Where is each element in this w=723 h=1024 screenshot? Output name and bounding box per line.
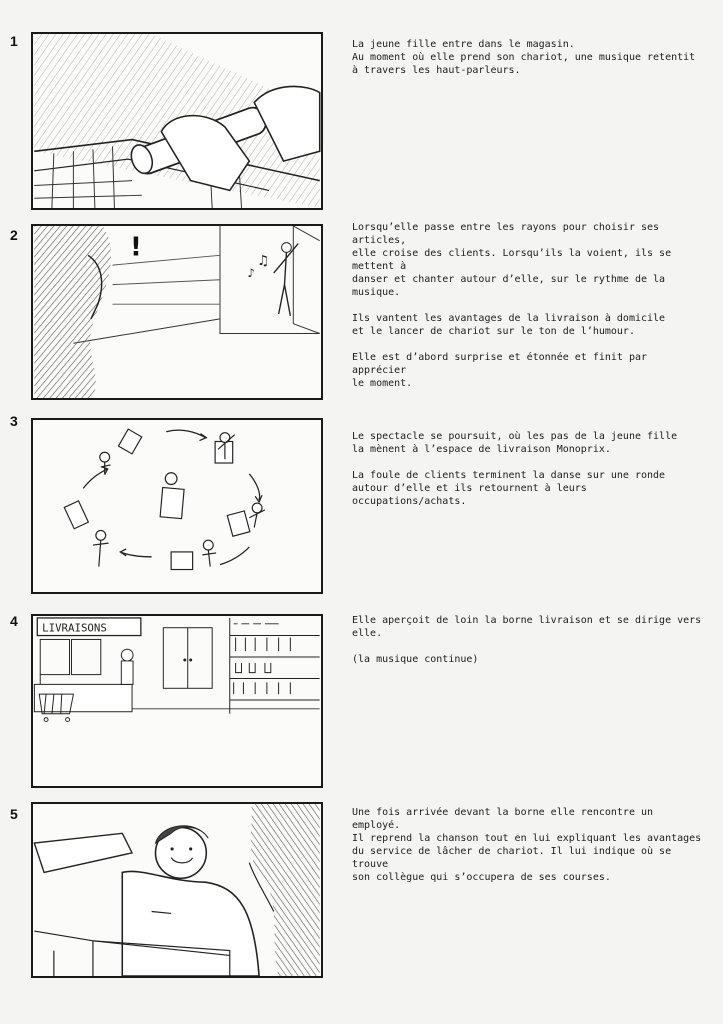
description-line: Le spectacle se poursuit, où les pas de la jeune fille (352, 431, 678, 442)
description-line: son collègue qui s’occupera de ses courses. (352, 872, 611, 883)
panel-description (352, 806, 704, 897)
description-line: La jeune fille entre dans le magasin. (352, 39, 575, 50)
description-line: Elle aperçoit de loin la borne livraison et se dirige vers elle. (352, 615, 702, 639)
svg-text:!: ! (130, 231, 142, 262)
svg-text:♫: ♫ (257, 253, 270, 270)
description-line: Au moment où elle prend son chariot, une musique retentit (352, 52, 696, 63)
livraisons-sign: LIVRAISONS (42, 621, 107, 635)
hands-grabbing-cart-handle-drawing (33, 34, 321, 208)
description-line: et le lancer de chariot sur le ton de l’humour. (352, 326, 635, 337)
description-line: (la musique continue) (352, 654, 479, 665)
panel-number: 4 (10, 613, 18, 629)
employee-pointing-drawing (33, 804, 321, 976)
dancers-circle-around-girl-drawing (33, 420, 321, 592)
description-line: du service de lâcher de chariot. Il lui indique où se trouve (352, 846, 672, 870)
panel-description (352, 38, 704, 90)
description-line: Une fois arrivée devant la borne elle rencontre un employé. (352, 807, 654, 831)
panel-illustration (31, 418, 323, 594)
panel-number: 2 (10, 227, 18, 243)
svg-text:♪: ♪ (247, 265, 255, 280)
panel-description (352, 430, 704, 521)
description-line: la mènent à l’espace de livraison Monoprix. (352, 444, 611, 455)
description-line: Lorsqu’elle passe entre les rayons pour choisir ses articles, (352, 222, 660, 246)
description-line: La foule de clients terminent la danse sur une ronde (352, 470, 666, 481)
panel-number: 3 (10, 413, 18, 429)
description-line: danser et chanter autour d’elle, sur le rythme de la musique. (352, 274, 666, 298)
panel-illustration (31, 224, 323, 400)
description-line: Ils vantent les avantages de la livraison à domicile (352, 313, 666, 324)
panel-number: 5 (10, 806, 18, 822)
panel-number: 1 (10, 33, 18, 49)
description-line: elle croise des clients. Lorsqu’ils la voient, ils se mettent à (352, 248, 672, 272)
panel-description (352, 221, 704, 403)
panel-illustration (31, 802, 323, 978)
description-line: autour d’elle et ils retournent à leurs occupations/achats. (352, 483, 587, 507)
girl-sees-dancing-shopper-drawing (33, 226, 321, 398)
panel-illustration (31, 614, 323, 788)
description-line: le moment. (352, 378, 413, 389)
panel-illustration (31, 32, 323, 210)
description-line: à travers les haut-parleurs. (352, 65, 521, 76)
description-line: Il reprend la chanson tout en lui expliquant les avantages (352, 833, 702, 844)
panel-description (352, 614, 704, 679)
delivery-counter-scene-drawing (33, 616, 321, 786)
description-line: Elle est d’abord surprise et étonnée et finit par apprécier (352, 352, 648, 376)
